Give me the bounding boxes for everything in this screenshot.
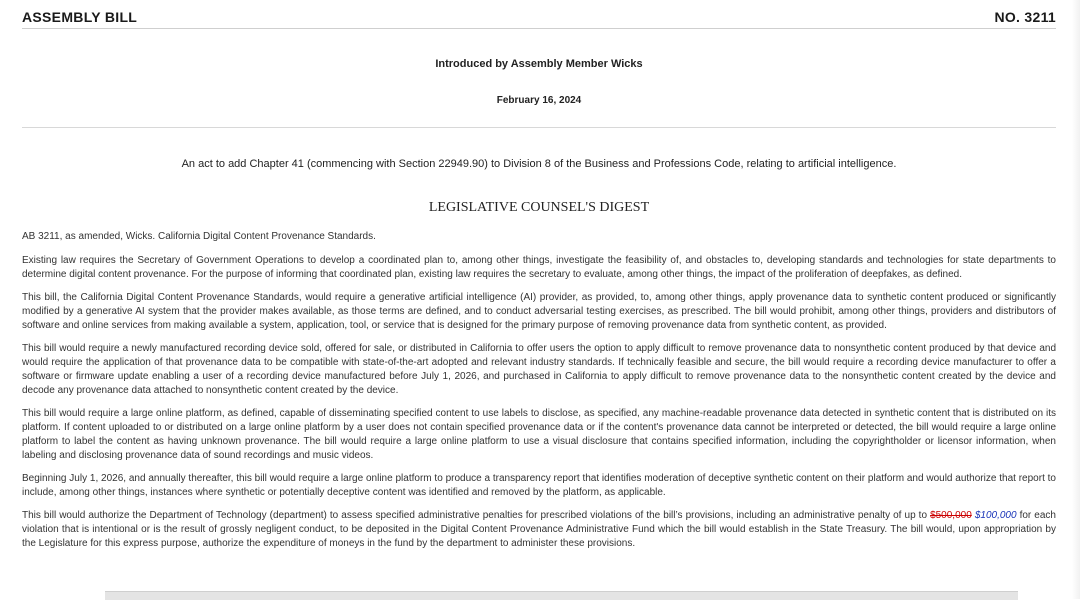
bill-header: [22, 9, 1056, 29]
digest-body: [22, 230, 1056, 560]
inserted-amount: $100,000: [974, 510, 1017, 521]
digest-paragraph: This bill would require a newly manufactured recording device sold, offered for sale, or distributed in California to offer users the option to apply difficult to remove provenance data to nonsynthetic content produced by that device and would require the application of that provenance data to be compatible with state-of-the-art adopted and relevant industry standards. If technically feasible and secure, the bill would require a recording device manufacturer to offer a software or firmware update enabling a user of a recording device manufactured before July 1, 2026, and purchased in California to apply difficult to remove provenance data to the nonsynthetic content created by the device and decode any provenance data attached to nonsynthetic content created by the device.: [22, 343, 1056, 396]
bill-number: NO. 3211: [994, 9, 1056, 25]
scrollbar-track[interactable]: [1072, 0, 1080, 599]
penalty-paragraph: [22, 509, 1056, 551]
digest-paragraph: This bill, the California Digital Content Provenance Standards, would require a generative artificial intelligence (AI) provider, as provided, to, among other things, apply provenance data to synthetic content produced or significantly modified by a generative AI system that the provider makes available, as those terms are defined, and to conduct adversarial testing exercises, as prescribed. The bill would prohibit, among other things, providers and distributors of software and online services from making available a system, application, tool, or service that is designed for the primary purpose of removing provenance data from synthetic content, as provided.: [22, 292, 1056, 331]
penalty-text-before: This bill would authorize the Department of Technology (department) to assess specified administrative penalties for prescribed violations of the bill’s provisions, including an administrative penalty of up to: [22, 510, 931, 521]
digest-paragraph: Existing law requires the Secretary of Government Operations to develop a coordinated plan to, among other things, investigate the feasibility of, and obstacles to, developing standards and technologies for state departments to determine digital content provenance. For the purpose of informing that coordinated plan, existing law requires the secretary to evaluate, among other things, the impact of the proliferation of deepfakes, as defined.: [22, 255, 1056, 280]
digest-paragraph: Beginning July 1, 2026, and annually thereafter, this bill would require a large online platform to produce a transparency report that identifies moderation of deceptive synthetic content on their platform and would authorize that report to include, among other things, instances where synthetic or potentially deceptive content was identified and removed by the platform, as applicable.: [22, 473, 1056, 498]
digest-paragraph: AB 3211, as amended, Wicks. California Digital Content Provenance Standards.: [22, 231, 376, 242]
introduced-by: Introduced by Assembly Member Wicks: [435, 58, 643, 70]
bill-type-label: ASSEMBLY BILL: [22, 9, 138, 25]
bill-date: February 16, 2024: [496, 95, 582, 106]
digest-paragraph: This bill would require a large online platform, as defined, capable of disseminating specified content to use labels to disclose, as specified, any machine-readable provenance data detected in synthetic content that is distributed on its platform. If content uploaded to or distributed on a large online platform by a user does not contain specified provenance data or if the content's provenance data cannot be interpreted or detected, the bill would require a large online platform to label the content as having unknown provenance. The bill would require a large online platform to use a visual disclosure that contains specified information, including the copyrightholder or licensor information, when labeling and disclosing provenance data of sound recordings and music videos.: [22, 408, 1056, 461]
digest-heading: LEGISLATIVE COUNSEL'S DIGEST: [428, 200, 650, 215]
divider: [22, 127, 1056, 128]
penalty-text-after: for each violation that is intentional or is the result of grossly negligent conduct, to be deposited in the Digital Content Provenance Administrative Fund which the bill would establish in the State Treasury. The bill would, upon appropriation by the Legislature for this express purpose, authorize the expenditure of moneys in the fund by the department to administer these provisions.: [22, 510, 1056, 549]
act-title: An act to add Chapter 41 (commencing with Section 22949.90) to Division 8 of the Business and Professions Code, relating to artificial intelligence.: [181, 158, 897, 170]
struck-amount: $500,000: [930, 510, 972, 521]
